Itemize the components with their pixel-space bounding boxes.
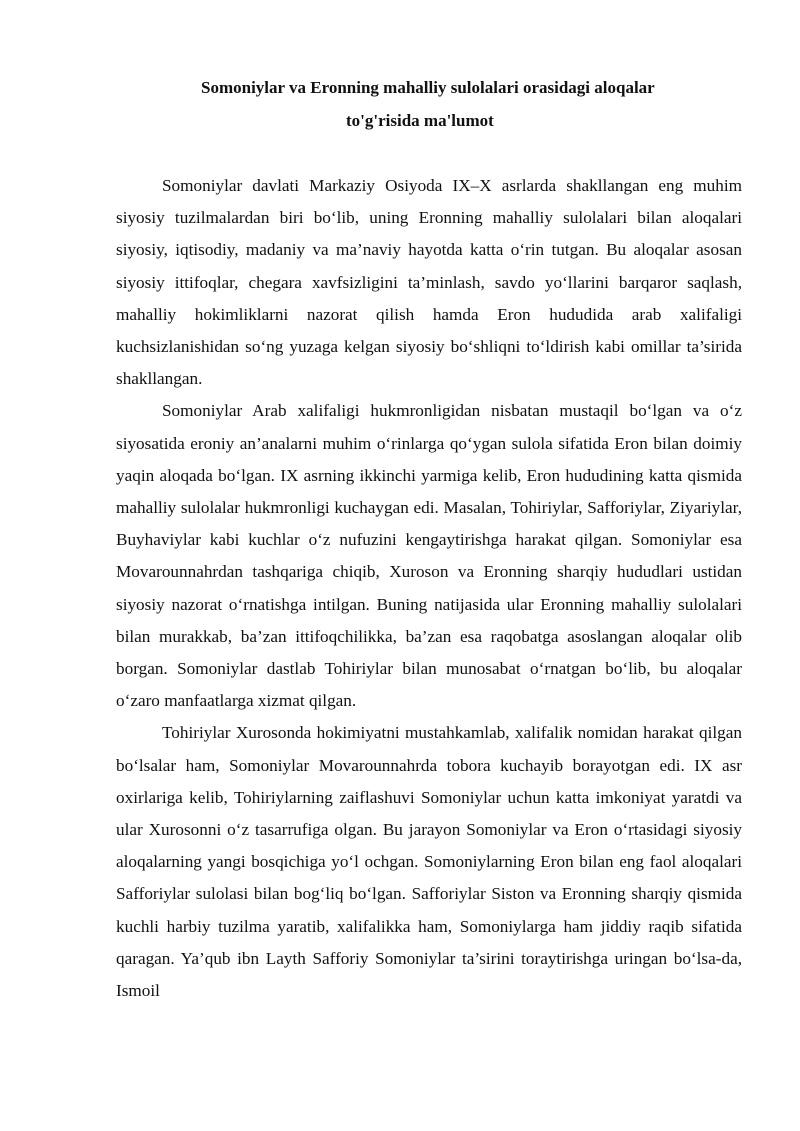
document-body [116,170,742,1007]
document-title-line-2: to'g'risida ma'lumot [346,111,494,130]
document-title-line-1: Somoniylar va Eronning mahalliy sulolalari orasidagi aloqalar [201,78,655,97]
paragraph-2: Somoniylar Arab xalifaligi hukmronligidan nisbatan mustaqil bo‘lgan va o‘z siyosatida eroniy an’analarni muhim o‘rinlarga qo‘ygan sulola sifatida Eron bilan doimiy yaqin aloqada bo‘lgan. IX asrning ikkinchi yarmiga kelib, Eron hududining katta qismida mahalliy sulolalar hukmronligi kuchaygan edi. Masalan, Tohiriylar, Safforiylar, Ziyariylar, Buyhaviylar kabi kuchlar o‘z nufuzini kengaytirishga harakat qilgan. Somoniylar esa Movarounnahrdan tashqariga chiqib, Xuroson va Eronning sharqiy hududlari ustidan siyosiy nazorat o‘rnatishga intilgan. Buning natijasida ular Eronning mahalliy sulolalari bilan murakkab, ba’zan ittifoqchilikka, ba’zan esa raqobatga asoslangan aloqalar olib borgan. Somoniylar dastlab Tohiriylar bilan munosabat o‘rnatgan bo‘lib, bu aloqalar o‘zaro manfaatlarga xizmat qilgan. [116,401,742,711]
paragraph-1: Somoniylar davlati Markaziy Osiyoda IX–X asrlarda shakllangan eng muhim siyosiy tuzilmalardan biri bo‘lib, uning Eronning mahalliy sulolalari bilan aloqalari siyosiy, iqtisodiy, madaniy va ma’naviy hayotda katta o‘rin tutgan. Bu aloqalar asosan siyosiy ittifoqlar, chegara xavfsizligini ta’minlash, savdo yo‘llarini barqaror saqlash, mahalliy hokimliklarni nazorat qilish hamda Eron hududida arab xalifaligi kuchsizlanishidan so‘ng yuzaga kelgan siyosiy bo‘shliqni to‘ldirish kabi omillar ta’sirida shakllangan. [116,176,742,389]
paragraph-3: Tohiriylar Xurosonda hokimiyatni mustahkamlab, xalifalik nomidan harakat qilgan bo‘lsalar ham, Somoniylar Movarounnahrda tobora kuchayib borayotgan edi. IX asr oxirlariga kelib, Tohiriylarning zaiflashuvi Somoniylar uchun katta imkoniyat yaratdi va ular Xurosonni o‘z tasarrufiga olgan. Bu jarayon Somoniylar va Eron o‘rtasidagi siyosiy aloqalarning yangi bosqichiga yo‘l ochgan. Somoniylarning Eron bilan eng faol aloqalari Safforiylar sulolasi bilan bog‘liq bo‘lgan. Safforiylar Siston va Eronning sharqiy qismida kuchli harbiy tuzilma yaratib, xalifalikka ham, Somoniylarga ham jiddiy raqib sifatida qaragan. Ya’qub ibn Layth Safforiy Somoniylar ta’sirini toraytirishga uringan bo‘lsa-da, Ismoil [116,723,742,1001]
